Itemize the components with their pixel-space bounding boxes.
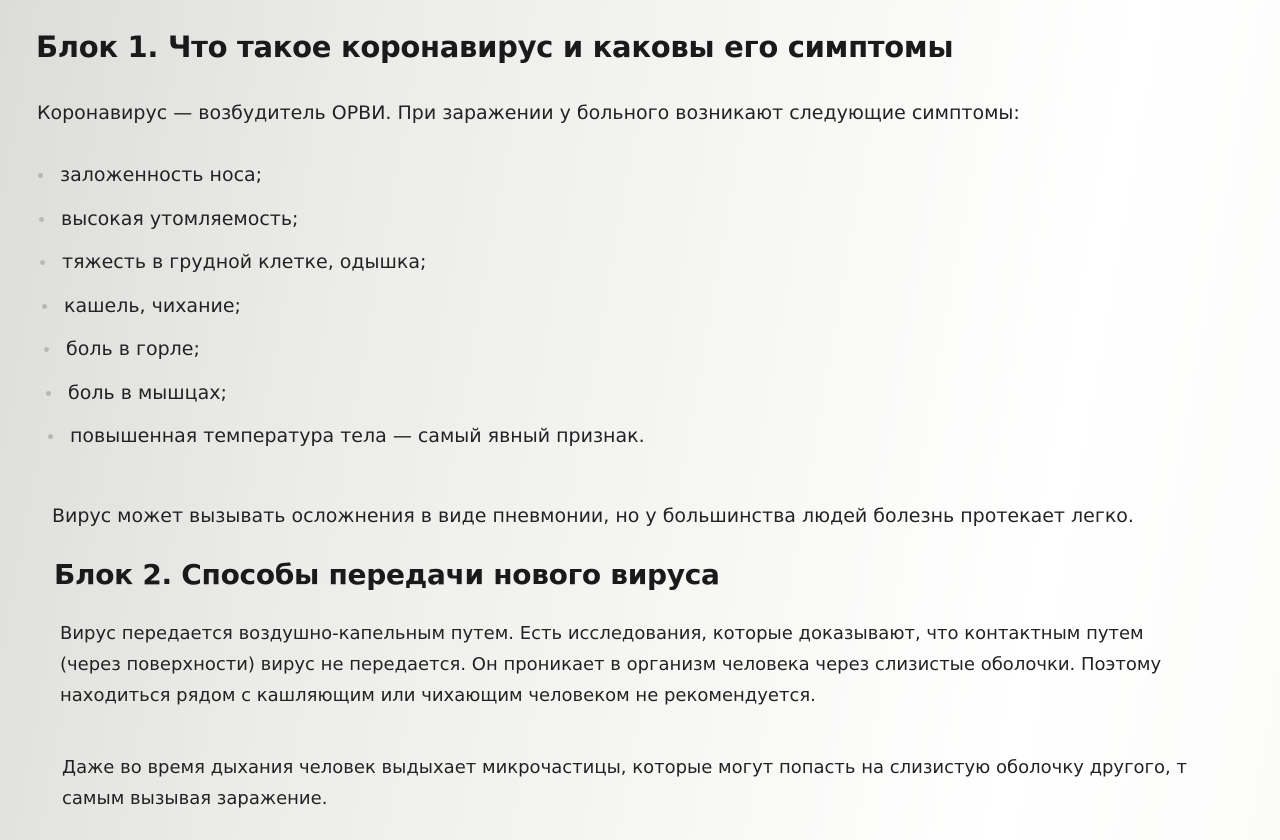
bullet-icon bbox=[46, 391, 51, 396]
list-item bbox=[44, 328, 200, 372]
paragraph-line: Даже во время дыхания человек выдыхает микрочастицы, которые могут попасть на слизистую оболочку другого, т bbox=[62, 757, 1187, 778]
bullet-icon bbox=[44, 347, 49, 352]
list-item bbox=[40, 241, 427, 285]
paragraph-line: самым вызывая заражение. bbox=[62, 788, 328, 809]
list-item bbox=[42, 285, 241, 329]
block2-paragraph-2 bbox=[62, 752, 1187, 814]
bullet-icon bbox=[48, 434, 53, 439]
symptom-text: кашель, чихание; bbox=[64, 294, 241, 317]
paragraph-line: находиться рядом с кашляющим или чихающим человеком не рекомендуется. bbox=[60, 685, 816, 706]
symptom-text: повышенная температура тела — самый явный признак. bbox=[70, 425, 645, 447]
symptom-text: заложенность носа; bbox=[60, 164, 263, 186]
list-item bbox=[38, 154, 263, 198]
bullet-icon bbox=[42, 304, 47, 309]
list-item bbox=[39, 198, 299, 242]
symptom-text: высокая утомляемость; bbox=[61, 207, 299, 230]
symptom-text: боль в горле; bbox=[66, 338, 200, 360]
list-item bbox=[46, 372, 227, 416]
symptom-text: боль в мышцах; bbox=[68, 381, 227, 404]
paragraph-line: Вирус передается воздушно-капельным путем. Есть исследования, которые доказывают, что контактным путем bbox=[60, 623, 1144, 644]
bullet-icon bbox=[38, 173, 43, 178]
bullet-icon bbox=[40, 260, 45, 265]
block1-note: Вирус может вызывать осложнения в виде пневмонии, но у большинства людей болезнь протекает легко. bbox=[52, 505, 1134, 527]
block2-paragraph-1 bbox=[60, 618, 1161, 711]
block1-heading: Блок 1. Что такое коронавирус и каковы его симптомы bbox=[36, 30, 954, 64]
symptoms-list bbox=[38, 154, 645, 459]
paragraph-line: (через поверхности) вирус не передается. Он проникает в организм человека через слизистые оболочки. Поэтому bbox=[60, 654, 1162, 675]
block1-intro: Коронавирус — возбудитель ОРВИ. При заражении у больного возникают следующие симптомы: bbox=[37, 102, 1020, 124]
symptom-text: тяжесть в грудной клетке, одышка; bbox=[62, 251, 427, 273]
bullet-icon bbox=[39, 217, 44, 222]
block2-heading: Блок 2. Способы передачи нового вируса bbox=[54, 558, 720, 591]
